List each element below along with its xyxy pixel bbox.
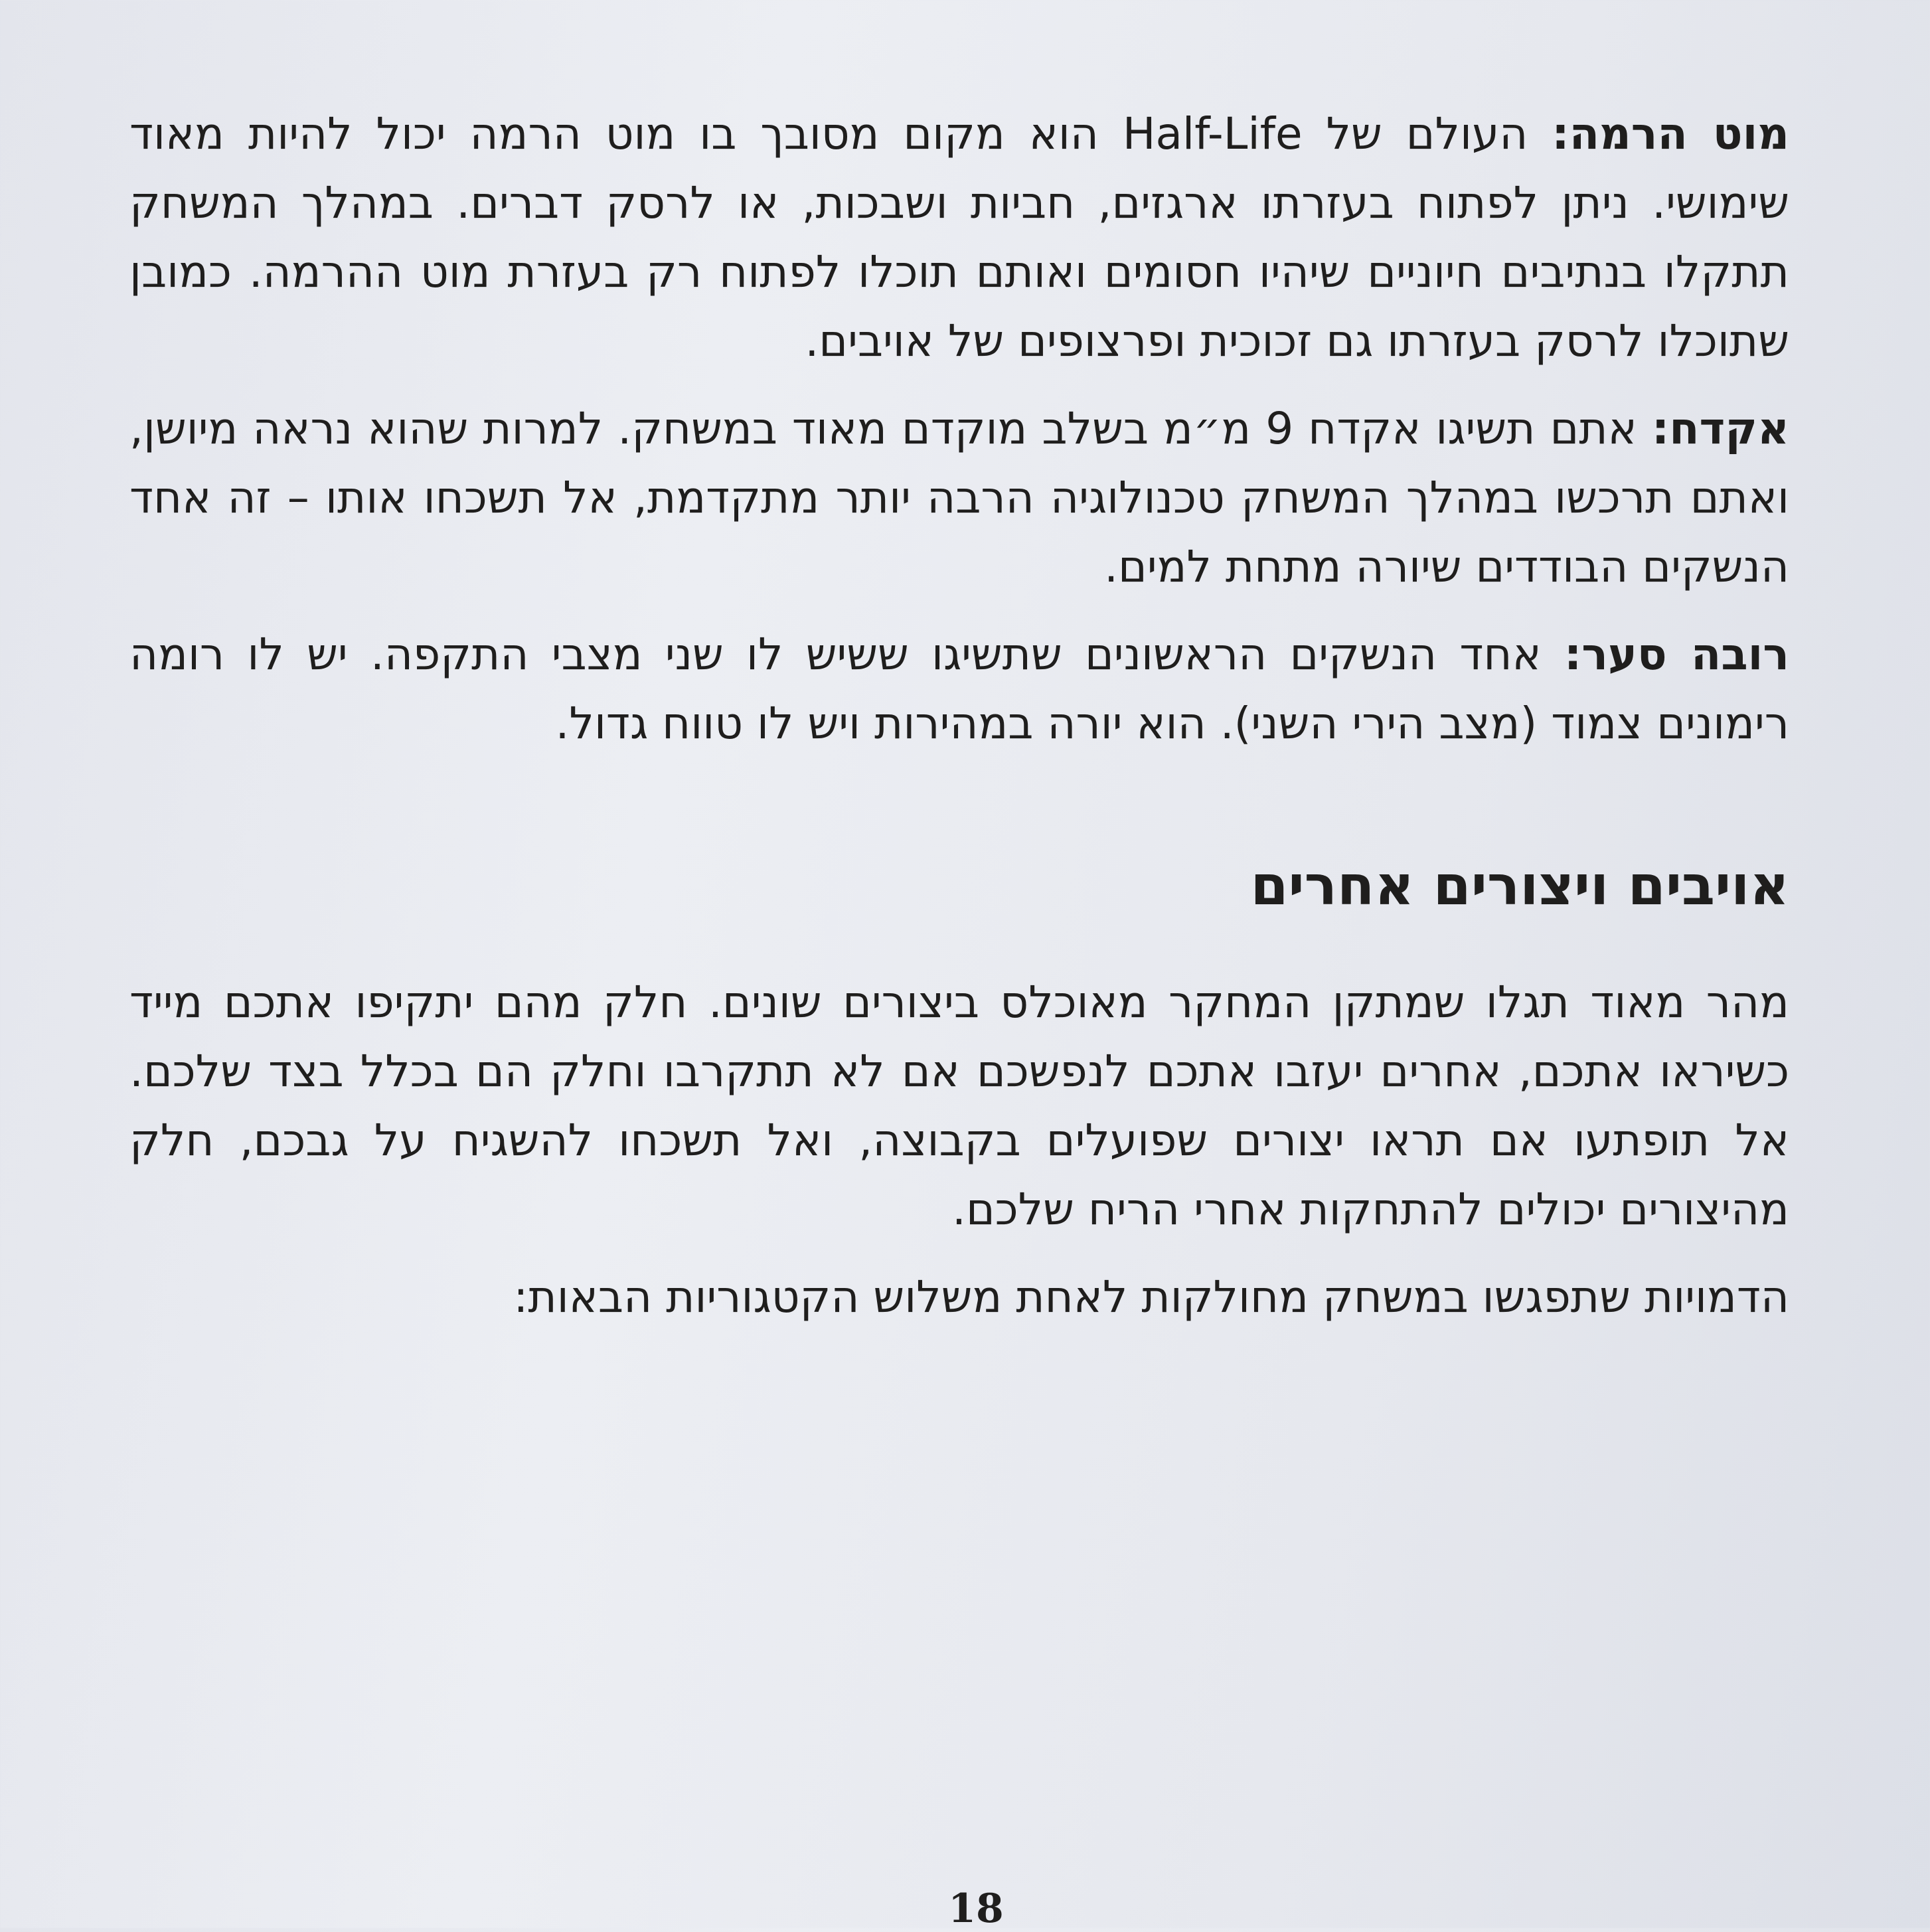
entry-description: אתם תשיגו אקדח 9 מ״מ בשלב מוקדם מאוד במשחק. למרות שהוא נראה מיושן, ואתם תרכשו במהלך המשחק טכנולוגיה הרבה יותר מתקדמת, אל תשכחו אותו – זה אחד הנשקים הבודדים שיורה מתחת למים. — [129, 403, 1789, 592]
section-paragraph: מהר מאוד תגלו שמתקן המחקר מאוכלס ביצורים שונים. חלק מהם יתקיפו אתכם מייד כשיראו אתכם, אחרים יעזבו אתכם לנפשכם אם לא תתקרבו וחלק הם בכלל בצד שלכם. אל תופתעו אם תראו יצורים שפועלים בקבוצה, ואל תשכחו להשגיח על גבכם, חלק מהיצורים יכולים להתחקות אחרי הריח שלכם. — [129, 977, 1789, 1235]
entry-description: אחד הנשקים הראשונים שתשיגו ששיש לו שני מצבי התקפה. יש לו רומה רימונים צמוד (מצב הירי השני). הוא יורה במהירות ויש לו טווח גדול. — [129, 629, 1789, 749]
entry-description: העולם של Half-Life הוא מקום מסובך בו מוט הרמה יכול להיות מאוד שימושי. ניתן לפתוח בעזרתו ארגזים, חביות ושבכות, או לרסק דברים. במהלך המשחק תתקלו בנתיבים חיוניים שיהיו חסומים ואותם תוכלו לפתוח רק בעזרת מוט ההרמה. כמובן שתוכלו לרסק בעזרתו גם זכוכית ופרצופים של אויבים. — [129, 108, 1789, 366]
section-heading: אויבים ויצורים אחרים — [1250, 854, 1789, 918]
entry-term: רובה סער: — [1564, 629, 1789, 680]
section-intro: הדמויות שתפגשו במשחק מחולקות לאחת משלוש הקטגוריות הבאות: — [513, 1271, 1789, 1323]
manual-page — [129, 100, 1789, 1350]
page-number: 18 — [948, 1886, 1004, 1932]
entry-term: מוט הרמה: — [1552, 108, 1789, 159]
entry-pistol — [129, 394, 1789, 602]
entry-term: אקדח: — [1651, 403, 1789, 454]
entry-crowbar — [129, 100, 1789, 376]
entry-assault-rifle — [129, 620, 1789, 758]
